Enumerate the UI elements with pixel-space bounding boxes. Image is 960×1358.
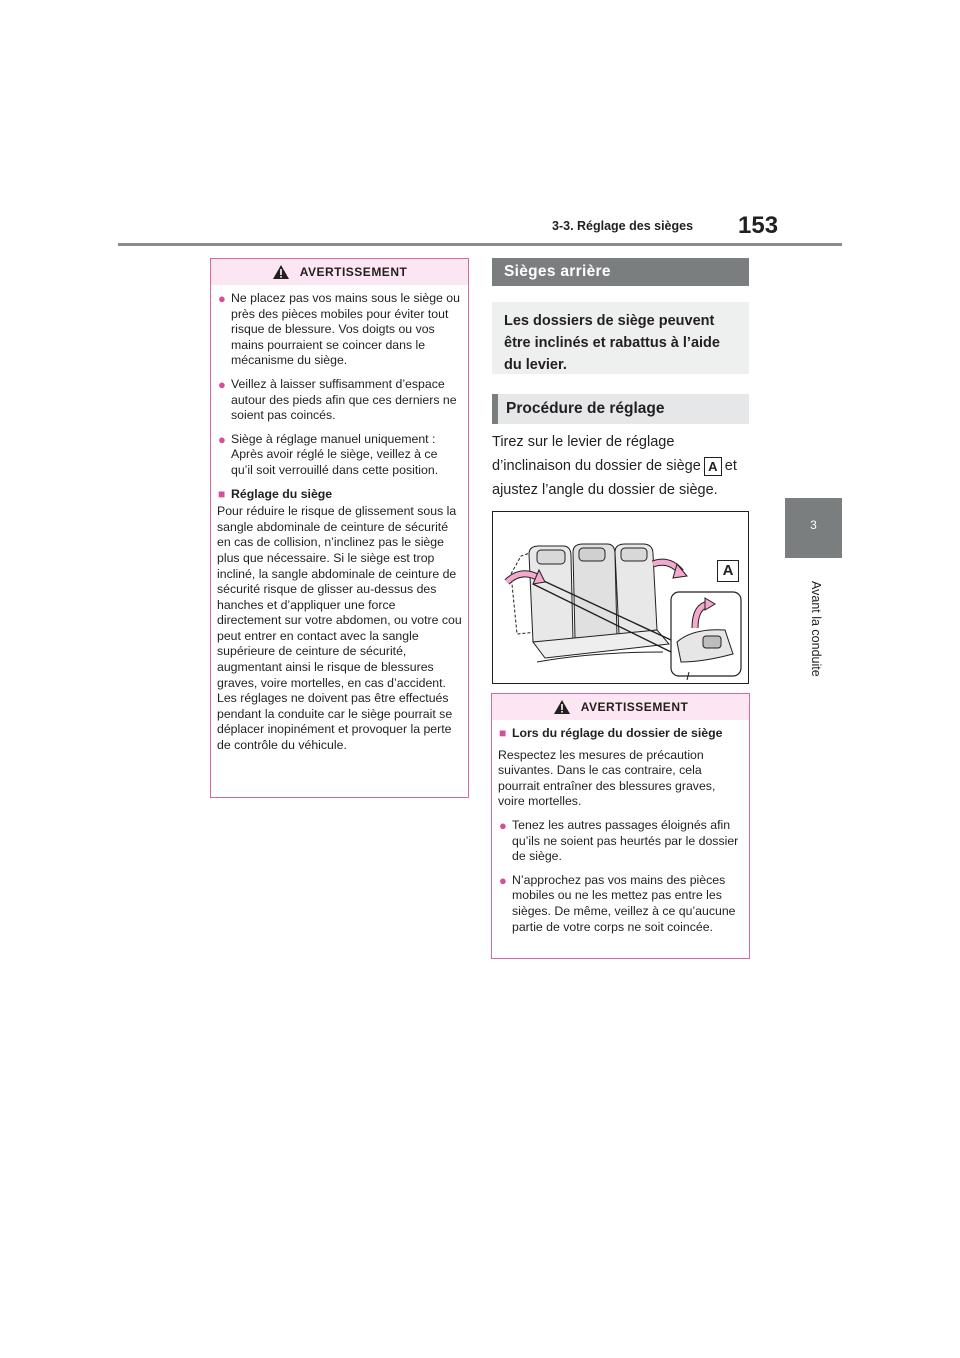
bullet-dot-icon: ● [218, 291, 226, 306]
chapter-number: 3 [810, 518, 817, 532]
warning-bullet: ● Siège à réglage manuel uniquement : Après avoir réglé le siège, veillez à ce qu’il soit verrouillé dans cette position. [218, 431, 439, 477]
warning-triangle-icon [272, 264, 290, 280]
procedure-heading: Procédure de réglage [492, 394, 749, 424]
warning-title: AVERTISSEMENT [580, 700, 689, 714]
page-number: 153 [738, 212, 779, 239]
section-title: 3-3. Réglage des sièges [552, 219, 694, 233]
seat-drawing [493, 512, 748, 683]
warning-title: AVERTISSEMENT [299, 265, 408, 279]
warning-subheading: ■ Réglage du siège [218, 486, 333, 501]
warning-subheading: ■ Lors du réglage du dossier de siège [499, 726, 723, 740]
bullet-dot-icon: ● [218, 376, 226, 392]
bullet-dot-icon: ● [499, 872, 507, 888]
illus-callout-label: A [717, 560, 739, 582]
warning-header [211, 259, 468, 285]
warning-bullet: ● N’approchez pas vos mains des pièces mobiles ou ne les mettez pas entre les sièges. De même, veillez à ce qu’aucune partie de votre corps ne soit coincée. [499, 872, 736, 934]
warning-paragraph: Pour réduire le risque de glissement sous la sangle abdominale de ceinture de sécurité en cas de collision, n’inclinez pas le siège plus que nécessaire. Si le siège est trop incliné, la sangle abdominale de ceinture de sécurité risque de glisser au-dessus des hanches et d’appliquer une force directement sur votre abdomen, ou votre cou peut entrer en contact avec la sangle supérieure de ceinture de sécurité, augmentant ainsi le risque de blessures graves, voire mortelles, en cas d’accident. Les réglages ne doivent pas être effectués pendant la conduite car le siège pourrait se déplacer inopinément et provoquer la perte de contrôle du véhicule. [217, 504, 462, 753]
lead-summary: Les dossiers de siège peuvent être inclinés et rabattus à l’aide du levier. [492, 302, 749, 374]
warning-header [492, 694, 749, 720]
warning-bullet: ● Ne placez pas vos mains sous le siège ou près des pièces mobiles pour éviter tout risque de blessure. Vos doigts ou vos mains pourraient se coincer dans le mécanisme du siège. [218, 291, 460, 368]
warning-bullet: ● Veillez à laisser suffisamment d’espace autour des pieds afin que ces derniers ne soient pas coincés. [218, 376, 457, 423]
callout-label: A [704, 457, 722, 476]
bullet-dot-icon: ● [218, 431, 226, 447]
square-bullet-icon: ■ [499, 726, 507, 740]
square-bullet-icon: ■ [218, 486, 226, 501]
warning-intro: Respectez les mesures de précaution suivantes. Dans le cas contraire, cela pourrait entraîner des blessures graves, voire mortelles. [498, 747, 716, 809]
warning-box-left [210, 258, 469, 798]
header-rule [118, 243, 842, 246]
warning-bullet: ● Tenez les autres passages éloignés afin qu’ils ne soient pas heurtés par le dossier de siège. [499, 817, 739, 864]
warning-triangle-icon [553, 699, 571, 715]
rear-seat-illustration [492, 511, 749, 684]
section-band: Sièges arrière [492, 258, 749, 286]
procedure-text: Tirez sur le levier de réglage d’inclinaison du dossier de siège A et ajustez l’angle du dossier de siège. [492, 434, 737, 498]
bullet-dot-icon: ● [499, 817, 507, 833]
chapter-label: Avant la conduite [809, 581, 823, 677]
warning-box-right [491, 693, 750, 959]
